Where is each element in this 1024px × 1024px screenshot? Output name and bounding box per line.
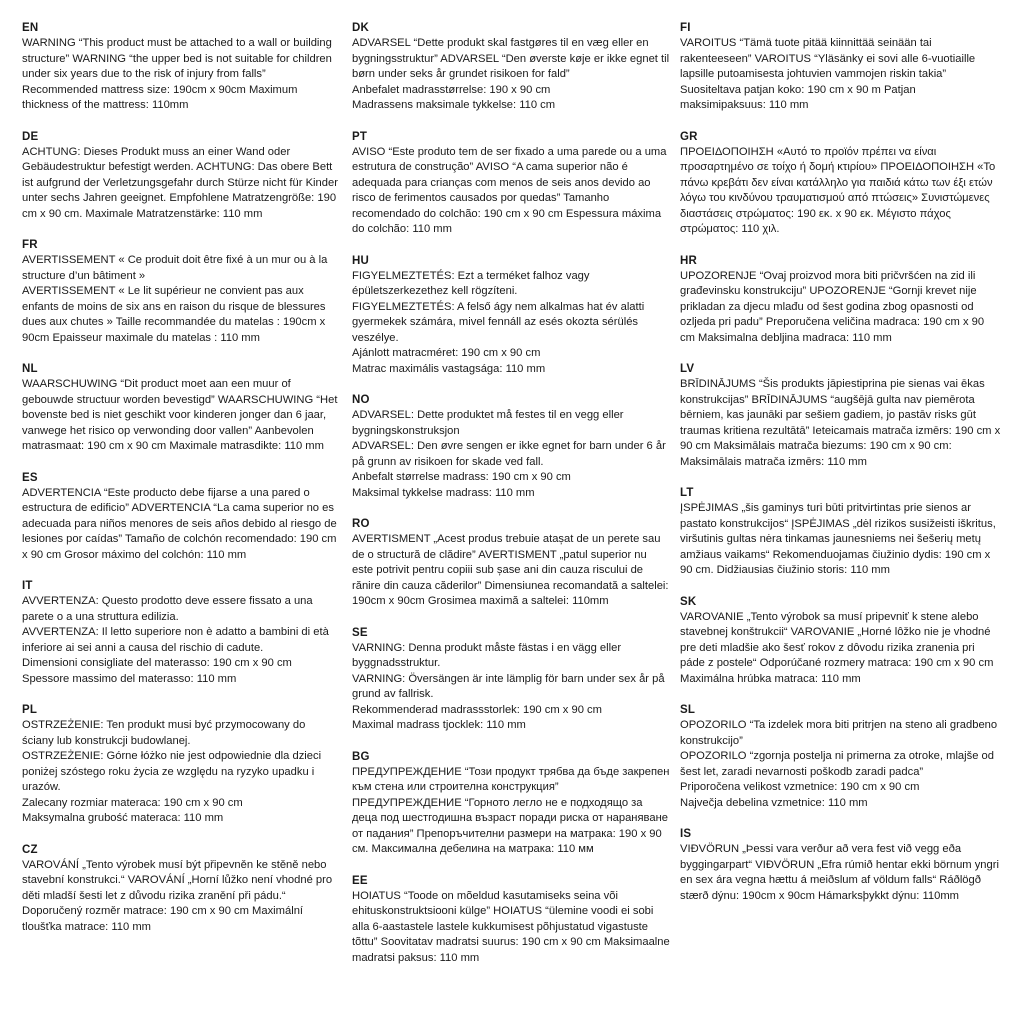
section-is (680, 826, 1002, 904)
language-code: RO (352, 518, 370, 530)
language-code: IT (22, 580, 33, 592)
section-es (22, 470, 340, 564)
warning-text: ADVARSEL “Dette produkt skal fastgøres til en væg eller en bygningsstruktur” ADVARSEL “Den øverste køje er ikke egnet til børn under seks år grundet risikoen for fald” Anbefalet madrasstørrelse: 190 x 90 cm Madrassens maksimale tykkelse: 110 cm (352, 37, 670, 111)
language-code: SK (680, 595, 697, 608)
warning-text: BRĪDINĀJUMS “Šis produkts jāpiestiprina pie sienas vai ēkas konstrukcijas” BRĪDINĀJUMS “augšējā gulta nav piemērota bērniem, kas jaunāki par sešiem gadiem, jo pastāv risks gūt traumas kritiena rezultātā” Ieteicamais matrača izmērs: 190 cm x 90 cm Maksimālais matrača biezums: 190 cm x 90 cm: Maksimālais matrača izmērs: 110 mm (680, 378, 1001, 468)
warning-text: HOIATUS “Toode on mõeldud kasutamiseks seina või ehituskonstruktsiooni külge” HOIATUS “ülemine voodi ei sobi alla 6-aastastele lastele kukkumisest põhjustatud vigastuste tõttu” Soovitatav madratsi suurus: 190 cm x 90 cm Maksimaalne madratsi paksus: 110 mm (352, 889, 670, 964)
section-dk (352, 20, 670, 114)
warning-text: ADVARSEL: Dette produktet må festes til en vegg eller bygningskonstruksjon ADVARSEL: Den øvre sengen er ikke egnet for barn under 6 år på grunn av risikoen for skade ved fall. Anbefalt størrelse madrass: 190 cm x 90 cm Maksimal tykkelse madrass: 110 mm (352, 409, 666, 499)
warning-text: AVERTISSEMENT « Ce produit doit être fixé à un mur ou à la structure d’un bâtiment » AVERTISSEMENT « Le lit supérieur ne convient pas aux enfants de moins de six ans en raison du risque de blessures dues aux chutes » Taille recommandée du matelas : 190cm x 90cm Epaisseur maximale du matelas : 110 mm (22, 254, 328, 344)
section-lt (680, 485, 1002, 579)
warning-text: UPOZORENJE “Ovaj proizvod mora biti pričvršćen na zid ili građevinsku konstrukciju” UPOZORENJE “Gornji krevet nije prikladan za djecu mlađu od šest godina zbog opasnosti od ozljeda pri padu” Preporučena veličina madraca: 190 cm x 90 cm Maksimalna debljina madraca: 110 mm (680, 269, 985, 344)
section-gr (680, 129, 1002, 238)
language-code: HR (680, 254, 698, 267)
language-code: LV (680, 363, 695, 375)
language-code: LT (680, 487, 694, 499)
section-cz (22, 842, 340, 936)
warning-text: AVVERTENZA: Questo prodotto deve essere fissato a una parete o a una struttura edilizia. AVVERTENZA: Il letto superiore non è adatto a bambini di età inferiore ai sei anni a causa del rischio di cadute. Dimensioni consigliate del materasso: 190 cm x 90 cm Spessore massimo del materasso: 110 mm (22, 595, 329, 685)
warning-text: VAROVANIE „Tento výrobok sa musí pripevniť k stene alebo stavebnej konštrukcii“ VAROVANIE „Horné lôžko nie je vhodné pre deti mladšie ako šesť rokov z dôvodu rizika zranenia pri páde z postele“ Odporúčané rozmery matraca: 190 cm x 90 cm Maximálna hrúbka matraca: 110 mm (680, 610, 994, 685)
warning-text: WARNING “This product must be attached to a wall or building structure” WARNING “the upper bed is not suitable for children under six years due to the risk of injury from falls” Recommended mattress size: 190cm x 90cm Maximum thickness of the mattress: 110mm (22, 37, 332, 111)
warning-text: ΠΡΟΕΙΔΟΠΟΙΗΣΗ «Αυτό το προϊόν πρέπει να είναι προσαρτημένο σε τοίχο ή δομή κτιρίου» ΠΡΟΕΙΔΟΠΟΙΗΣΗ «Το πάνω κρεβάτι δεν είναι κατάλληλο για παιδιά κάτω των έξι ετών λόγω του κινδύνου τραυματισμού από πτώσεις» Συνιστώμενες διαστάσεις στρώματος: 190 εκ. x 90 εκ. Μέγιστο πάχος στρώματος: 110 χιλ. (680, 145, 996, 235)
section-bg (352, 749, 670, 858)
warning-text: ПРЕДУПРЕЖДЕНИЕ “Този продукт трябва да бъде закрепен към стена или строителна конструкция” ПРЕДУПРЕЖДЕНИЕ “Горното легло не е подходящо за деца под шестгодишна възраст поради риска от нараняване от падания” Препоръчителни размери на матрака: 190 x 90 см. Максимална дебелина на матрака: 110 мм (352, 765, 670, 855)
warning-text: AVISO “Este produto tem de ser fixado a uma parede ou a uma estrutura de construção” AVISO “A cama superior não é adequada para crianças com menos de seis anos devido ao risco de ferimentos causados por quedas” Tamanho recomendado do colchão: 190 cm x 90 cm Espessura máxima do colchão: 110 mm (352, 145, 667, 235)
section-it (22, 578, 340, 687)
language-code: IS (680, 828, 692, 840)
section-nl (22, 361, 340, 455)
warning-text: VAROVÁNÍ „Tento výrobek musí být připevněn ke stěně nebo stavební konstrukci.“ VAROVÁNÍ „Horní lůžko není vhodné pro děti mladší šesti let z důvodu rizika zranění při pádu.“ Doporučený rozměr matrace: 190 cm x 90 cm Maximální tloušťka matrace: 110 mm (22, 858, 333, 933)
language-code: GR (680, 130, 698, 143)
section-ro (352, 516, 670, 610)
language-code: DE (22, 130, 39, 143)
language-code: ES (22, 471, 38, 484)
section-ee (352, 873, 670, 967)
language-code: EE (352, 874, 368, 887)
language-code: NL (22, 363, 38, 375)
warning-text: VIÐVÖRUN „Þessi vara verður að vera fest við vegg eða byggingarpart“ VIÐVÖRUN „Efra rúmið hentar ekki börnum yngri en sex ára vegna hættu á meiðslum af völdum falls“ Ráðlögð stærð dýnu: 190cm x 90cm Hámarksþykkt dýnu: 110mm (680, 843, 999, 902)
section-sk (680, 594, 1002, 688)
language-code: PT (352, 130, 368, 143)
language-code: EN (22, 22, 39, 34)
warning-text: WAARSCHUWING “Dit product moet aan een muur of gebouwde structuur worden bevestigd” WAARSCHUWING “Het bovenste bed is niet geschikt voor kinderen jonger dan 6 jaar, vanwege het risico op verwonding door vallen” Aanbevolen matrasmaat: 190 cm x 90 cm Maximale matrasdikte: 110 mm (22, 378, 338, 452)
section-pl (22, 702, 340, 827)
section-fi (680, 20, 1002, 114)
warning-text: OSTRZEŻENIE: Ten produkt musi być przymocowany do ściany lub konstrukcji budowlanej. OSTRZEŻENIE: Górne łóżko nie jest odpowiednie dla dzieci poniżej szóstego roku życia ze względu na ryzyko upadku i urazów. Zalecany rozmiar materaca: 190 cm x 90 cm Maksymalna grubość materaca: 110 mm (22, 719, 322, 824)
warning-text: VARNING: Denna produkt måste fästas i en vägg eller byggnadsstruktur. VARNING: Översängen är inte lämplig för barn under sex år på grund av fallrisk. Rekommenderad madrassstorlek: 190 cm x 90 cm Maximal madrass tjocklek: 110 mm (352, 641, 665, 731)
warning-text: OPOZORILO “Ta izdelek mora biti pritrjen na steno ali gradbeno konstrukcijo” OPOZORILO “zgornja postelja ni primerna za otroke, mlajše od šest let, zaradi nevarnosti poškodb zaradi padca” Priporočena velikost vzmetnice: 190 cm x 90 cm Največja debelina vzmetnice: 110 mm (680, 719, 998, 809)
warning-text: AVERTISMENT „Acest produs trebuie atașat de un perete sau de o structură de clădire” AVERTISMENT „patul superior nu este potrivit pentru copiii sub șase ani din cauza riscului de rănire din cauza căderilor” Dimensiunea recomandată a saltelei: 190cm x 90cm Grosimea maximă a saltelei: 110mm (352, 533, 669, 607)
language-code: PL (22, 704, 38, 716)
language-code: SL (680, 704, 696, 716)
section-hu (352, 253, 670, 378)
language-code: CZ (22, 843, 38, 856)
section-hr (680, 253, 1002, 347)
warning-text: FIGYELMEZTETÉS: Ezt a terméket falhoz vagy épületszerkezethez kell rögzíteni. FIGYELMEZTETÉS: A felső ágy nem alkalmas hat év alatti gyermekek számára, mivel fennáll az esés okozta sérülés veszélye. Ajánlott matracméret: 190 cm x 90 cm Matrac maximális vastagsága: 110 mm (352, 269, 645, 375)
warning-text: ADVERTENCIA “Este producto debe fijarse a una pared o estructura de edificio” ADVERTENCIA “La cama superior no es adecuada para niños menores de seis años debido al riesgo de lesiones por caídas” Tamaño de colchón recomendado: 190 cm x 90 cm Grosor máximo del colchón: 110 mm (22, 486, 337, 561)
column-3 (680, 20, 1002, 919)
language-code: FI (680, 22, 691, 34)
section-lv (680, 361, 1002, 470)
column-1 (22, 20, 340, 950)
language-code: DK (352, 22, 370, 34)
column-2 (352, 20, 670, 981)
warning-text: ĮSPĖJIMAS „šis gaminys turi būti pritvirtintas prie sienos ar pastato konstrukcijos“ ĮSPĖJIMAS „dėl rizikos susižeisti iškritus, viršutinis gultas nėra tinkamas jaunesniems nei šešerių metų amžiaus vaikams“ Rekomenduojamas čiužinio dydis: 190 cm x 90 cm. Didžiausias čiužinio storis: 110 mm (680, 502, 996, 576)
language-code: SE (352, 626, 368, 639)
warning-text: ACHTUNG: Dieses Produkt muss an einer Wand oder Gebäudestruktur befestigt werden. ACHTUNG: Das obere Bett ist aufgrund der Verletzungsgefahr durch Stürze nicht für Kinder unter sechs Jahren geeignet. Empfohlene Matratzengröße: 190 cm x 90 cm. Maximale Matratzenstärke: 110 mm (22, 145, 338, 220)
language-code: FR (22, 239, 38, 251)
language-code: BG (352, 750, 370, 763)
section-se (352, 625, 670, 734)
language-code: HU (352, 254, 370, 267)
section-de (22, 129, 340, 223)
section-no (352, 392, 670, 501)
warning-text: VAROITUS “Tämä tuote pitää kiinnittää seinään tai rakenteeseen” VAROITUS “Yläsänky ei sovi alle 6-vuotiaille lapsille putoamisesta johtuvien vammojen riskin takia” Suositeltava patjan koko: 190 cm x 90 m Patjan maksimipaksuus: 110 mm (680, 37, 976, 111)
section-sl (680, 702, 1002, 811)
language-code: NO (352, 394, 370, 406)
section-en (22, 20, 340, 114)
section-fr (22, 237, 340, 346)
section-pt (352, 129, 670, 238)
